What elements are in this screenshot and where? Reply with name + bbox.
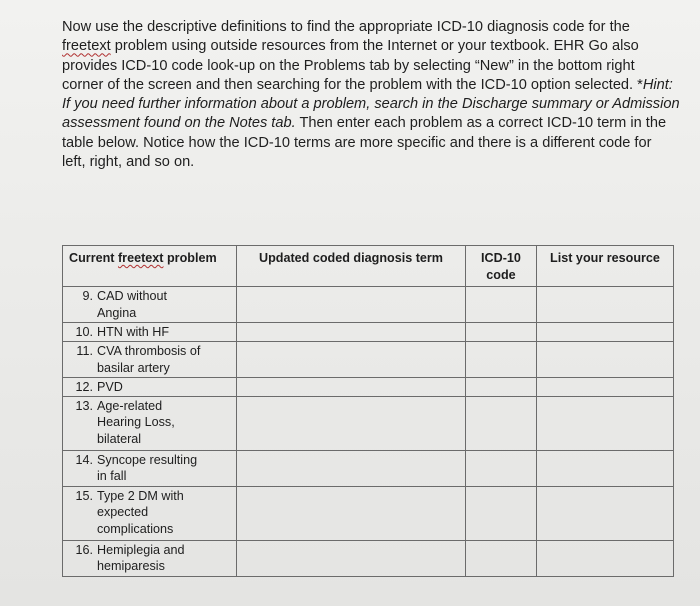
- problem-number: 15.: [75, 488, 93, 503]
- problem-text-line: in fall: [97, 469, 127, 484]
- header-text: Current: [69, 251, 118, 265]
- term-cell[interactable]: [237, 323, 466, 342]
- problem-text: [97, 488, 232, 538]
- problem-text-line: Type 2 DM with: [97, 488, 184, 503]
- problem-number: 13.: [75, 398, 93, 413]
- problem-text-line: HTN with HF: [97, 325, 170, 339]
- term-cell[interactable]: [237, 377, 466, 396]
- term-cell[interactable]: [237, 450, 466, 486]
- hint-text: If you need further information about a problem, search in the Discharge summary or Admission: [62, 96, 680, 113]
- instructions-line: [62, 153, 687, 172]
- table-row: [63, 540, 674, 576]
- instructions-line: [62, 37, 687, 56]
- problem-text-line: CVA thrombosis of: [97, 343, 201, 358]
- header-current-problem: [63, 246, 237, 287]
- table-row: [63, 396, 674, 450]
- problem-text-line: bilateral: [97, 432, 142, 447]
- problem-text-line: complications: [97, 522, 174, 537]
- icd10-code-cell[interactable]: [466, 396, 537, 450]
- problem-number: 11.: [76, 343, 93, 358]
- resource-cell[interactable]: [537, 377, 674, 396]
- problem-text-line: basilar artery: [97, 360, 170, 375]
- table-row: [63, 377, 674, 396]
- resource-cell[interactable]: [537, 323, 674, 342]
- instructions-line: [62, 95, 687, 114]
- problem-text-line: CAD without: [97, 289, 167, 303]
- icd10-table: [62, 245, 674, 577]
- problem-text-line: Syncope resulting: [97, 452, 198, 467]
- icd10-code-cell[interactable]: [466, 540, 537, 576]
- problem-number: 9.: [82, 289, 93, 303]
- instructions-text: problem using outside resources from the Internet or your textbook. EHR Go also: [110, 38, 639, 55]
- instructions-line: [62, 57, 687, 76]
- problem-text: [97, 324, 232, 341]
- problem-text-line: Angina: [97, 305, 137, 320]
- problem-entry: [63, 287, 236, 322]
- problem-text-line: PVD: [97, 379, 123, 394]
- term-cell[interactable]: [237, 396, 466, 450]
- table-row: [63, 486, 674, 540]
- problem-cell: [63, 396, 237, 450]
- problem-text: [97, 542, 232, 576]
- instructions-text: corner of the screen and then searching for the problem with the ICD-10 option selected. *: [62, 76, 643, 93]
- problem-text-line: Age-related: [97, 398, 163, 413]
- instructions-line: [62, 114, 687, 133]
- term-cell[interactable]: [237, 486, 466, 540]
- problem-text: [97, 398, 232, 448]
- term-cell[interactable]: [237, 287, 466, 323]
- instructions-text: Now use the descriptive definitions to find the appropriate ICD-10 diagnosis code for the: [62, 19, 630, 35]
- problem-cell: [63, 287, 237, 323]
- problem-text-line: Hemiplegia and: [97, 542, 185, 557]
- table-row: [63, 450, 674, 486]
- table-row: [63, 323, 674, 342]
- instructions-line: [62, 18, 687, 37]
- resource-cell[interactable]: [537, 450, 674, 486]
- instructions-line: [62, 76, 687, 95]
- header-text: code: [486, 268, 516, 282]
- problem-entry: [63, 323, 236, 341]
- problem-cell: [63, 377, 237, 396]
- table-row: [63, 341, 674, 377]
- problem-number: 12.: [75, 379, 93, 394]
- header-resource: List your resource: [537, 246, 674, 287]
- misspelled-word: freetext: [62, 38, 111, 55]
- problem-text: [97, 452, 232, 486]
- icd10-code-cell[interactable]: [466, 486, 537, 540]
- problem-cell: [63, 341, 237, 377]
- instructions-text: provides ICD-10 code look-up on the Problems tab by selecting “New” in the bottom right: [62, 57, 635, 74]
- problem-number: 14.: [75, 452, 93, 467]
- header-text: ICD-10: [481, 251, 521, 265]
- icd10-code-cell[interactable]: [466, 341, 537, 377]
- resource-cell[interactable]: [537, 486, 674, 540]
- problem-text: [97, 343, 232, 377]
- table-row: [63, 287, 674, 323]
- resource-cell[interactable]: [537, 396, 674, 450]
- problem-entry: [63, 342, 236, 377]
- icd10-code-cell[interactable]: [466, 287, 537, 323]
- header-text: problem: [163, 251, 217, 265]
- problem-cell: [63, 486, 237, 540]
- header-updated-term: Updated coded diagnosis term: [237, 246, 466, 287]
- problem-text: [97, 288, 232, 322]
- instructions-line: [62, 134, 687, 153]
- instructions-text: Then enter each problem as a correct ICD-10 term in the: [295, 115, 667, 132]
- problem-text-line: hemiparesis: [97, 559, 165, 574]
- resource-cell[interactable]: [537, 341, 674, 377]
- problem-text: [97, 379, 232, 396]
- term-cell[interactable]: [237, 540, 466, 576]
- misspelled-word: freetext: [117, 251, 164, 265]
- problem-text-line: expected: [97, 505, 149, 520]
- instructions-text: left, right, and so on.: [62, 154, 195, 171]
- problem-number: 16.: [75, 542, 93, 557]
- problem-number: 10.: [75, 325, 93, 339]
- icd10-code-cell[interactable]: [466, 450, 537, 486]
- problem-entry: [63, 487, 236, 538]
- resource-cell[interactable]: [537, 287, 674, 323]
- problem-entry: [63, 451, 236, 486]
- term-cell[interactable]: [237, 341, 466, 377]
- icd10-code-cell[interactable]: [466, 377, 537, 396]
- problem-entry: [63, 397, 236, 448]
- problem-entry: [63, 541, 236, 576]
- problem-cell: [63, 540, 237, 576]
- instructions-text: table below. Notice how the ICD-10 terms are more specific and there is a different code for: [62, 134, 652, 151]
- problem-entry: [63, 378, 236, 396]
- problem-cell: [63, 450, 237, 486]
- header-icd10-code: [466, 246, 537, 287]
- hint-label: Hint:: [642, 76, 673, 93]
- instructions-paragraph: [62, 18, 687, 172]
- problem-text-line: Hearing Loss,: [97, 415, 175, 430]
- problem-cell: [63, 323, 237, 342]
- icd10-code-cell[interactable]: [466, 323, 537, 342]
- hint-text: assessment found on the Notes tab.: [62, 115, 296, 132]
- table-header-row: [63, 246, 674, 287]
- resource-cell[interactable]: [537, 540, 674, 576]
